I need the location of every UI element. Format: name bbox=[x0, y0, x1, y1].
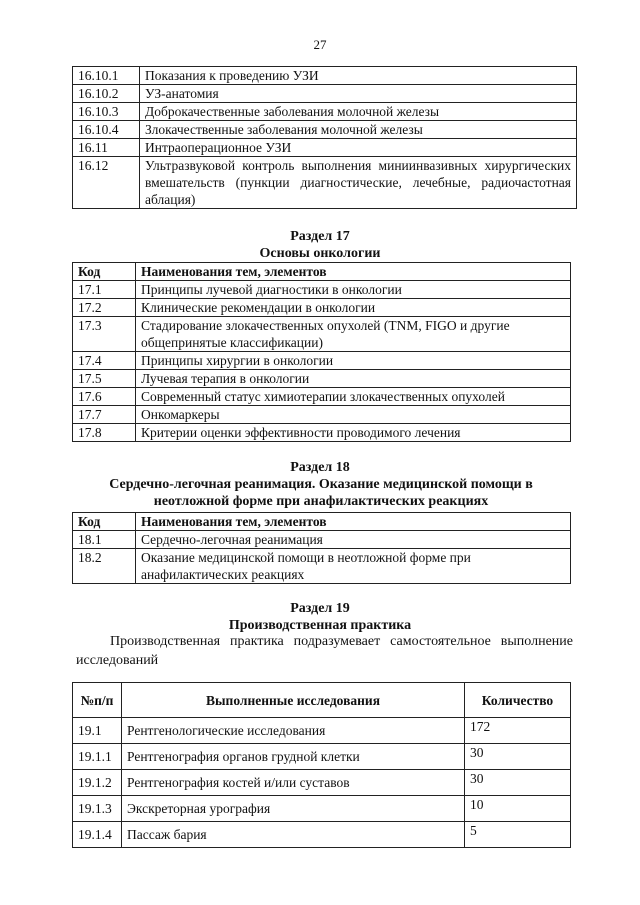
section-18-heading: Раздел 18 bbox=[290, 460, 350, 475]
table-row bbox=[73, 796, 571, 822]
code-cell: 16.10.2 bbox=[73, 85, 140, 103]
table-row bbox=[73, 718, 571, 744]
table-row bbox=[73, 85, 577, 103]
name-cell: Рентгенография органов грудной клетки bbox=[122, 744, 465, 770]
section-17-title: Основы онкологии bbox=[259, 246, 381, 261]
code-cell: 16.11 bbox=[73, 139, 140, 157]
name-cell: Клинические рекомендации в онкологии bbox=[136, 299, 571, 317]
name-cell: Доброкачественные заболевания молочной железы bbox=[140, 103, 577, 121]
header-num: №п/п bbox=[73, 683, 122, 718]
code-cell: 16.10.4 bbox=[73, 121, 140, 139]
table-row bbox=[73, 531, 571, 549]
name-cell: Стадирование злокачественных опухолей (TNM, FIGO и другие общепринятые классификации) bbox=[136, 317, 571, 352]
name-cell: Оказание медицинской помощи в неотложной форме при анафилактических реакциях bbox=[136, 549, 571, 584]
table-row bbox=[73, 406, 571, 424]
name-cell: Принципы лучевой диагностики в онкологии bbox=[136, 281, 571, 299]
qty-cell: 30 bbox=[465, 744, 571, 770]
section-19-title: Производственная практика bbox=[228, 618, 412, 633]
num-cell: 19.1.3 bbox=[73, 796, 122, 822]
name-cell: Интраоперационное УЗИ bbox=[140, 139, 577, 157]
name-cell: Принципы хирургии в онкологии bbox=[136, 352, 571, 370]
code-cell: 17.1 bbox=[73, 281, 136, 299]
table-row bbox=[73, 67, 577, 85]
code-cell: 17.3 bbox=[73, 317, 136, 352]
num-cell: 19.1.1 bbox=[73, 744, 122, 770]
name-cell: Ультразвуковой контроль выполнения миниинвазивных хирургических вмешательств (пункции диагностические, лечебные, радиочастотная аблация) bbox=[140, 157, 577, 209]
code-cell: 17.2 bbox=[73, 299, 136, 317]
qty-cell: 10 bbox=[465, 796, 571, 822]
header-code: Код bbox=[73, 263, 136, 281]
table-section-19 bbox=[72, 682, 571, 848]
code-cell: 16.10.3 bbox=[73, 103, 140, 121]
table-section-18 bbox=[72, 512, 571, 584]
table-row bbox=[73, 744, 571, 770]
code-cell: 17.8 bbox=[73, 424, 136, 442]
num-cell: 19.1.4 bbox=[73, 822, 122, 848]
code-cell: 16.10.1 bbox=[73, 67, 140, 85]
name-cell: Рентгенологические исследования bbox=[122, 718, 465, 744]
num-cell: 19.1 bbox=[73, 718, 122, 744]
name-cell: Злокачественные заболевания молочной железы bbox=[140, 121, 577, 139]
code-cell: 16.12 bbox=[73, 157, 140, 209]
qty-cell: 172 bbox=[465, 718, 571, 744]
table-header-row bbox=[73, 263, 571, 281]
table-header-row bbox=[73, 683, 571, 718]
name-cell: Сердечно-легочная реанимация bbox=[136, 531, 571, 549]
table-row bbox=[73, 299, 571, 317]
name-cell: Критерии оценки эффективности проводимого лечения bbox=[136, 424, 571, 442]
num-cell: 19.1.2 bbox=[73, 770, 122, 796]
name-cell: Рентгенография костей и/или суставов bbox=[122, 770, 465, 796]
table-row bbox=[73, 770, 571, 796]
code-cell: 17.6 bbox=[73, 388, 136, 406]
table-row bbox=[73, 103, 577, 121]
table-row bbox=[73, 424, 571, 442]
name-cell: УЗ-анатомия bbox=[140, 85, 577, 103]
table-row bbox=[73, 281, 571, 299]
table-header-row bbox=[73, 513, 571, 531]
table-row bbox=[73, 388, 571, 406]
code-cell: 18.1 bbox=[73, 531, 136, 549]
code-cell: 17.4 bbox=[73, 352, 136, 370]
code-cell: 17.5 bbox=[73, 370, 136, 388]
table-row bbox=[73, 370, 571, 388]
table-row bbox=[73, 352, 571, 370]
table-row bbox=[73, 317, 571, 352]
table-row bbox=[73, 549, 571, 584]
header-qty: Количество bbox=[465, 683, 571, 718]
table-section-17 bbox=[72, 262, 571, 442]
name-cell: Лучевая терапия в онкологии bbox=[136, 370, 571, 388]
table-row bbox=[73, 139, 577, 157]
header-code: Код bbox=[73, 513, 136, 531]
name-cell: Современный статус химиотерапии злокачественных опухолей bbox=[136, 388, 571, 406]
section-17-heading: Раздел 17 bbox=[290, 229, 350, 244]
header-name: Выполненные исследования bbox=[122, 683, 465, 718]
table-section-16 bbox=[72, 66, 577, 209]
name-cell: Показания к проведению УЗИ bbox=[140, 67, 577, 85]
section-18-title: Сердечно-легочная реанимация. Оказание медицинской помощи в неотложной форме при анафилактических реакциях bbox=[109, 477, 533, 509]
name-cell: Онкомаркеры bbox=[136, 406, 571, 424]
code-cell: 18.2 bbox=[73, 549, 136, 584]
name-cell: Экскреторная урография bbox=[122, 796, 465, 822]
page-number: 27 bbox=[313, 37, 327, 52]
header-name: Наименования тем, элементов bbox=[136, 513, 571, 531]
table-row bbox=[73, 822, 571, 848]
section-19-paragraph: Производственная практика подразумевает самостоятельное выполнение исследований bbox=[76, 634, 573, 668]
table-row bbox=[73, 121, 577, 139]
qty-cell: 30 bbox=[465, 770, 571, 796]
name-cell: Пассаж бария bbox=[122, 822, 465, 848]
table-row bbox=[73, 157, 577, 209]
header-name: Наименования тем, элементов bbox=[136, 263, 571, 281]
qty-cell: 5 bbox=[465, 822, 571, 848]
section-19-heading: Раздел 19 bbox=[290, 601, 350, 616]
code-cell: 17.7 bbox=[73, 406, 136, 424]
